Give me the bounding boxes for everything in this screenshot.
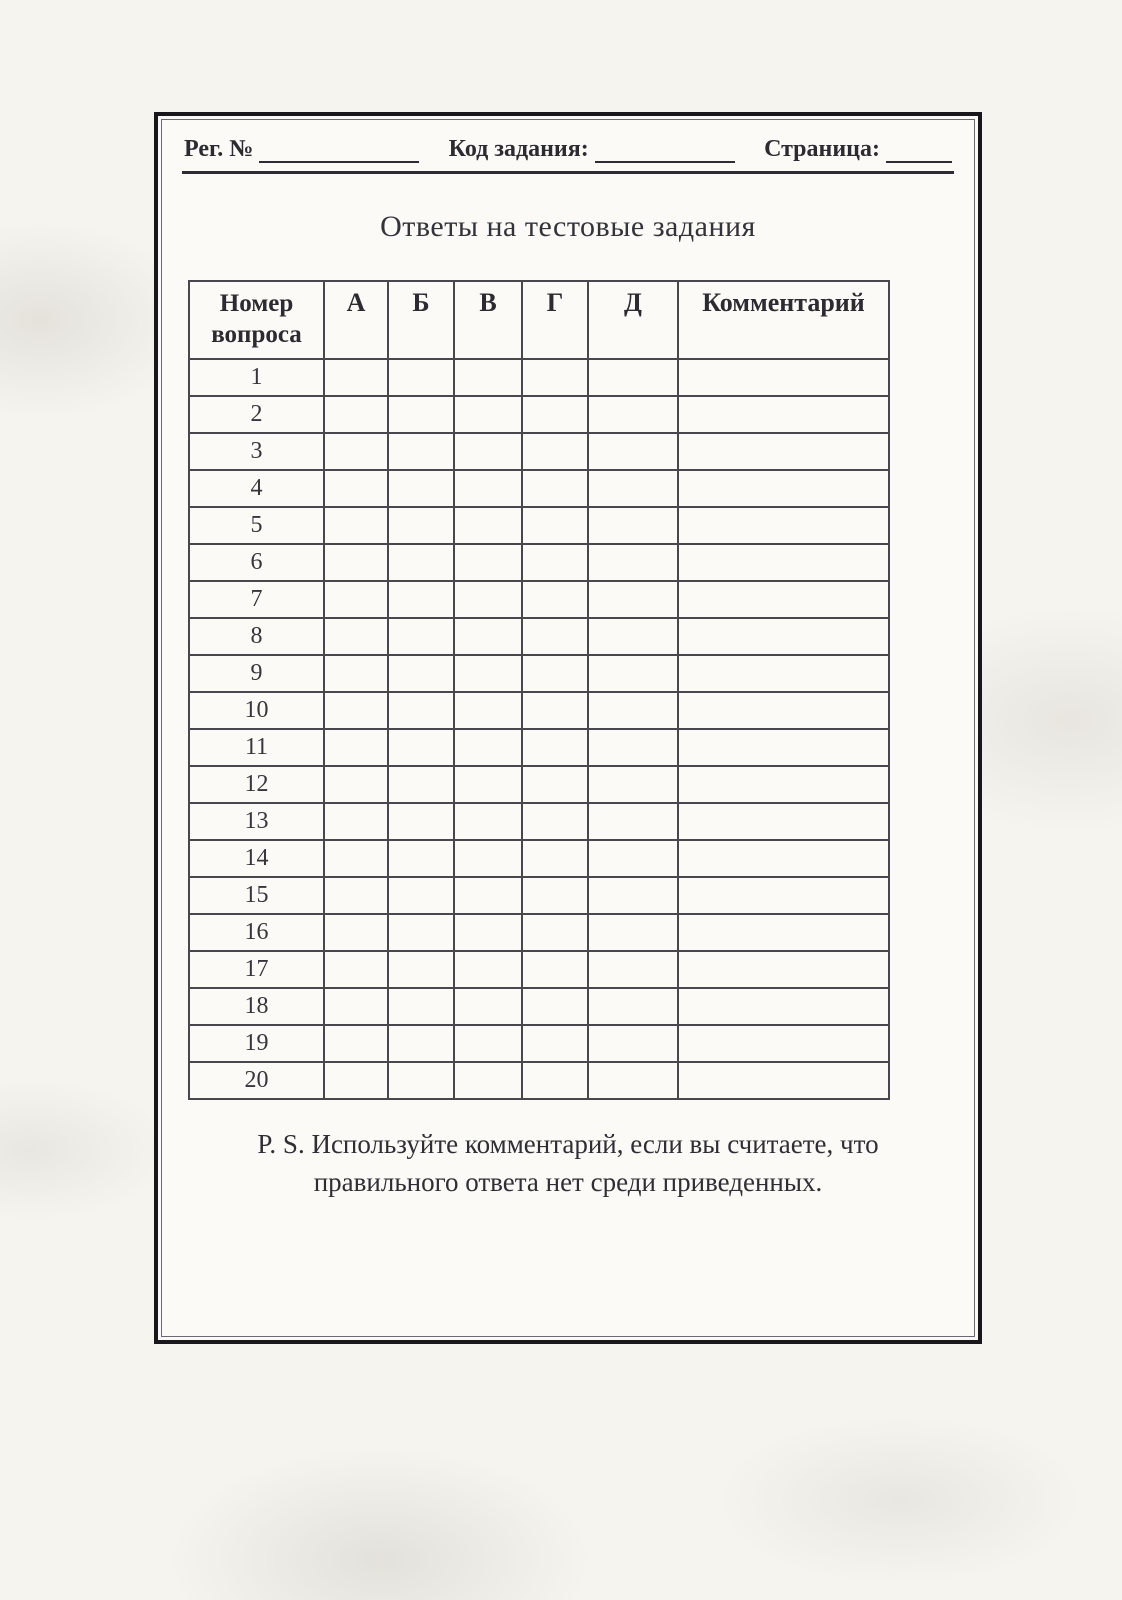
answer-cell: [324, 544, 388, 581]
form-header: [182, 120, 954, 174]
question-number-cell: 17: [189, 951, 324, 988]
question-number-cell: 8: [189, 618, 324, 655]
answer-cell: [388, 803, 454, 840]
comment-cell: [678, 359, 889, 396]
table-row: [189, 544, 889, 581]
answer-cell: [522, 951, 588, 988]
table-header-row: [189, 281, 889, 359]
question-number-cell: 11: [189, 729, 324, 766]
comment-cell: [678, 581, 889, 618]
answer-cell: [454, 433, 522, 470]
task-code-label: Код задания:: [448, 136, 589, 162]
answer-cell: [388, 507, 454, 544]
answer-cell: [388, 544, 454, 581]
question-number-cell: 16: [189, 914, 324, 951]
answer-cell: [522, 692, 588, 729]
table-row: [189, 692, 889, 729]
option-header-d: Д: [588, 281, 678, 359]
question-number-cell: 14: [189, 840, 324, 877]
answer-sheet-form: [154, 112, 982, 1344]
reg-number-group: [184, 136, 419, 163]
answer-cell: [388, 1025, 454, 1062]
question-number-cell: 12: [189, 766, 324, 803]
answer-cell: [522, 1062, 588, 1099]
answer-cell: [388, 433, 454, 470]
table-row: [189, 581, 889, 618]
comment-cell: [678, 729, 889, 766]
option-header-g: Г: [522, 281, 588, 359]
option-header-a: А: [324, 281, 388, 359]
answer-cell: [388, 988, 454, 1025]
answer-cell: [454, 803, 522, 840]
comment-cell: [678, 618, 889, 655]
answer-cell: [324, 396, 388, 433]
answer-cell: [522, 359, 588, 396]
question-number-header-line1: Номер: [219, 290, 294, 317]
answer-cell: [454, 655, 522, 692]
answer-cell: [454, 359, 522, 396]
answer-cell: [388, 766, 454, 803]
answer-cell: [588, 803, 678, 840]
answer-cell: [388, 914, 454, 951]
comment-cell: [678, 433, 889, 470]
answer-cell: [522, 766, 588, 803]
question-number-cell: 3: [189, 433, 324, 470]
answer-cell: [388, 470, 454, 507]
answer-cell: [454, 692, 522, 729]
answer-cell: [324, 618, 388, 655]
answer-cell: [522, 544, 588, 581]
answer-cell: [522, 396, 588, 433]
answer-cell: [324, 914, 388, 951]
table-row: [189, 988, 889, 1025]
comment-cell: [678, 396, 889, 433]
answer-cell: [324, 359, 388, 396]
answer-cell: [454, 729, 522, 766]
answer-cell: [324, 1025, 388, 1062]
answer-cell: [454, 951, 522, 988]
answer-cell: [454, 1025, 522, 1062]
form-inner-border: [161, 119, 975, 1337]
answer-cell: [588, 914, 678, 951]
option-header-v: В: [454, 281, 522, 359]
answer-cell: [454, 396, 522, 433]
footnote: [182, 1126, 954, 1202]
answer-cell: [324, 877, 388, 914]
answer-cell: [388, 877, 454, 914]
page-number-field-line: [886, 137, 952, 163]
answer-cell: [454, 840, 522, 877]
answer-cell: [388, 359, 454, 396]
answer-cell: [588, 692, 678, 729]
footnote-line2: правильного ответа нет среди приведенных.: [313, 1166, 823, 1197]
answer-cell: [522, 729, 588, 766]
answer-cell: [588, 359, 678, 396]
task-code-field-line: [595, 137, 735, 163]
answer-cell: [522, 618, 588, 655]
page-number-label: Страница:: [764, 136, 880, 162]
comment-cell: [678, 1062, 889, 1099]
answer-cell: [324, 729, 388, 766]
question-number-cell: 18: [189, 988, 324, 1025]
answer-cell: [324, 692, 388, 729]
comment-cell: [678, 803, 889, 840]
comment-cell: [678, 766, 889, 803]
answer-cell: [388, 581, 454, 618]
answer-cell: [324, 1062, 388, 1099]
table-row: [189, 914, 889, 951]
answers-table-body: [189, 359, 889, 1099]
answer-cell: [588, 988, 678, 1025]
answer-cell: [388, 692, 454, 729]
answer-cell: [324, 951, 388, 988]
answer-cell: [522, 914, 588, 951]
answers-table-header: [189, 281, 889, 359]
answer-cell: [588, 433, 678, 470]
answer-cell: [588, 507, 678, 544]
answer-cell: [588, 1025, 678, 1062]
table-row: [189, 507, 889, 544]
question-number-cell: 19: [189, 1025, 324, 1062]
answer-cell: [588, 470, 678, 507]
answer-cell: [522, 470, 588, 507]
comment-cell: [678, 877, 889, 914]
answer-cell: [588, 840, 678, 877]
form-title: Ответы на тестовые задания: [380, 210, 756, 243]
answer-cell: [454, 988, 522, 1025]
answer-cell: [588, 544, 678, 581]
question-number-header: [189, 281, 324, 359]
comment-cell: [678, 655, 889, 692]
answer-cell: [324, 766, 388, 803]
question-number-cell: 15: [189, 877, 324, 914]
table-row: [189, 359, 889, 396]
comment-cell: [678, 951, 889, 988]
answer-cell: [522, 877, 588, 914]
page-number-group: [764, 136, 952, 163]
answer-cell: [454, 470, 522, 507]
answer-cell: [588, 951, 678, 988]
answer-cell: [324, 840, 388, 877]
answer-cell: [388, 951, 454, 988]
reg-number-label: Рег. №: [184, 136, 254, 162]
answer-cell: [522, 1025, 588, 1062]
answer-cell: [324, 655, 388, 692]
answer-cell: [588, 581, 678, 618]
answer-cell: [454, 766, 522, 803]
answer-cell: [522, 581, 588, 618]
comment-header: Комментарий: [678, 281, 889, 359]
table-row: [189, 766, 889, 803]
answer-cell: [388, 618, 454, 655]
comment-cell: [678, 840, 889, 877]
option-header-b: Б: [388, 281, 454, 359]
answer-cell: [388, 840, 454, 877]
question-number-cell: 5: [189, 507, 324, 544]
answer-cell: [324, 470, 388, 507]
comment-cell: [678, 988, 889, 1025]
question-number-cell: 4: [189, 470, 324, 507]
answer-cell: [324, 507, 388, 544]
answer-cell: [588, 618, 678, 655]
comment-cell: [678, 1025, 889, 1062]
answer-cell: [324, 988, 388, 1025]
answer-cell: [388, 396, 454, 433]
question-number-cell: 20: [189, 1062, 324, 1099]
answer-cell: [522, 507, 588, 544]
answer-cell: [454, 581, 522, 618]
answer-cell: [454, 1062, 522, 1099]
table-row: [189, 470, 889, 507]
question-number-cell: 1: [189, 359, 324, 396]
answer-cell: [324, 803, 388, 840]
answer-cell: [522, 433, 588, 470]
answer-cell: [522, 988, 588, 1025]
answer-cell: [324, 433, 388, 470]
table-row: [189, 655, 889, 692]
comment-cell: [678, 692, 889, 729]
question-number-cell: 2: [189, 396, 324, 433]
table-row: [189, 433, 889, 470]
answer-cell: [588, 877, 678, 914]
answer-cell: [588, 1062, 678, 1099]
answer-cell: [588, 655, 678, 692]
table-row: [189, 1025, 889, 1062]
comment-cell: [678, 544, 889, 581]
answer-cell: [454, 877, 522, 914]
table-row: [189, 729, 889, 766]
reg-number-field-line: [259, 137, 419, 163]
table-row: [189, 1062, 889, 1099]
question-number-header-line2: вопроса: [211, 321, 302, 349]
question-number-cell: 9: [189, 655, 324, 692]
answer-cell: [454, 914, 522, 951]
question-number-cell: 6: [189, 544, 324, 581]
question-number-cell: 7: [189, 581, 324, 618]
comment-cell: [678, 470, 889, 507]
table-row: [189, 877, 889, 914]
comment-cell: [678, 507, 889, 544]
footnote-line1: P. S. Используйте комментарий, если вы считаете, что: [257, 1129, 879, 1159]
table-row: [189, 951, 889, 988]
answer-cell: [588, 729, 678, 766]
table-row: [189, 840, 889, 877]
answer-cell: [324, 581, 388, 618]
answer-cell: [388, 729, 454, 766]
question-number-cell: 10: [189, 692, 324, 729]
answer-cell: [454, 507, 522, 544]
question-number-cell: 13: [189, 803, 324, 840]
answer-cell: [454, 544, 522, 581]
answer-cell: [388, 1062, 454, 1099]
table-row: [189, 803, 889, 840]
answer-cell: [588, 396, 678, 433]
answer-cell: [454, 618, 522, 655]
answer-cell: [388, 655, 454, 692]
answer-cell: [522, 840, 588, 877]
answer-cell: [522, 655, 588, 692]
answer-cell: [588, 766, 678, 803]
comment-cell: [678, 914, 889, 951]
task-code-group: [449, 136, 735, 163]
answers-table: [188, 280, 890, 1100]
table-row: [189, 396, 889, 433]
table-row: [189, 618, 889, 655]
answer-cell: [522, 803, 588, 840]
